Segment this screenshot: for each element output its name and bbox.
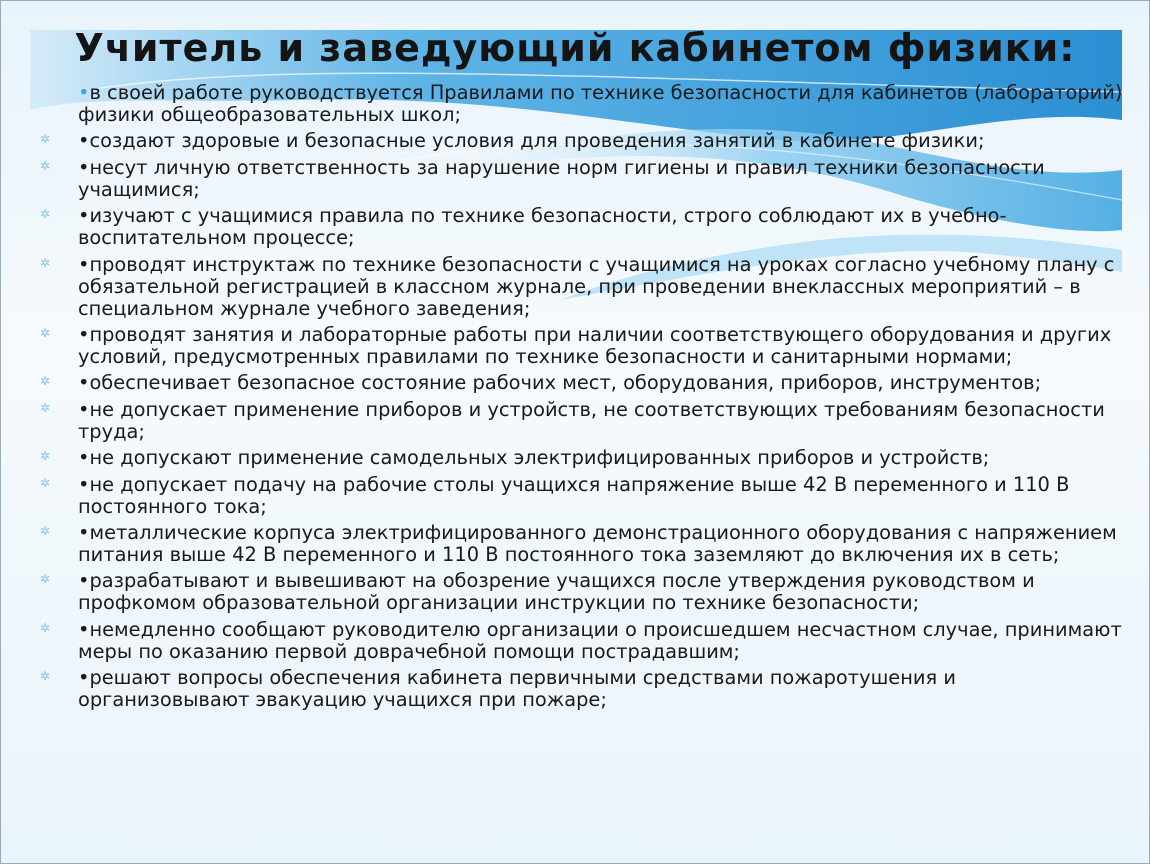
item-text: немедленно сообщают руководителю организации о происшедшем несчастном случае, принимают меры по оказанию первой доврачебной помощи пострадавшим; (78, 617, 1122, 663)
item-text: решают вопросы обеспечения кабинета первичными средствами пожаротушения и организовывают эвакуацию учащихся при пожаре; (78, 666, 956, 712)
list-item (38, 372, 1128, 394)
list-item (38, 130, 1128, 152)
list-item (38, 157, 1128, 201)
item-text: создают здоровые и безопасные условия для проведения занятий в кабинете физики; (89, 129, 985, 153)
slide-title: Учитель и заведующий кабинетом физики: (74, 26, 1076, 70)
list-item (38, 254, 1128, 320)
bullet-dot: • (78, 371, 90, 395)
item-text: не допускают применение самодельных электрифицированных приборов и устройств; (89, 446, 990, 470)
bullet-dot: • (78, 155, 90, 179)
list-item (38, 324, 1128, 368)
list-item (38, 82, 1128, 126)
bullet-dot: • (78, 569, 90, 593)
bullet-list (38, 82, 1128, 715)
item-text: изучают с учащимися правила по технике безопасности, строго соблюдают их в учебно-воспитательном процессе; (78, 204, 1007, 250)
item-text: несут личную ответственность за нарушение норм гигиены и правил техники безопасности учащимися; (78, 155, 1045, 201)
list-item-text (78, 130, 1128, 152)
bullet-dot: • (78, 252, 90, 276)
bullet-dot: • (78, 666, 90, 690)
item-text: проводят инструктаж по технике безопасности с учащимися на уроках согласно учебному плану с обязательной регистрацией в классном журнале, при проведении внеклассных мероприятий – в специальном журнале учебного заведения; (78, 252, 1115, 320)
snowflake-icon: ✲ (40, 132, 51, 147)
bullet-dot: • (78, 472, 90, 496)
list-item (38, 447, 1128, 469)
snowflake-icon: ✲ (40, 158, 51, 173)
list-item-text (78, 522, 1128, 566)
bullet-dot: • (78, 322, 90, 346)
bullet-dot: • (78, 129, 90, 153)
bullet-dot: • (78, 520, 90, 544)
snowflake-icon: ✲ (40, 475, 51, 490)
list-item-text (78, 82, 1128, 126)
item-text: разрабатывают и вывешивают на обозрение учащихся после утверждения руководством и профкомом образовательной организации инструкции по технике безопасности; (78, 569, 1035, 615)
bullet-dot: • (78, 617, 90, 641)
snowflake-icon: ✲ (40, 523, 51, 538)
list-item-text (78, 447, 1128, 469)
snowflake-icon: ✲ (40, 620, 51, 635)
list-item (38, 667, 1128, 711)
item-text: обеспечивает безопасное состояние рабочих мест, оборудования, приборов, инструментов; (89, 371, 1042, 395)
list-item (38, 522, 1128, 566)
snowflake-icon: ✲ (40, 449, 51, 464)
snowflake-icon: ✲ (40, 400, 51, 415)
list-item (38, 474, 1128, 518)
snowflake-icon: ✲ (40, 325, 51, 340)
list-item-text (78, 372, 1128, 394)
bullet-dot: • (78, 446, 90, 470)
item-text: металлические корпуса электрифицированного демонстрационного оборудования с напряжением питания выше 42 В переменного и 110 В постоянного тока заземляют до включения их в сеть; (78, 520, 1117, 566)
list-item-text (78, 205, 1128, 249)
list-item-text (78, 619, 1128, 663)
list-item-text (78, 474, 1128, 518)
list-item (38, 205, 1128, 249)
list-item (38, 619, 1128, 663)
item-text: не допускает применение приборов и устройств, не соответствующих требованиям безопасности труда; (78, 397, 1105, 443)
snowflake-icon: ✲ (40, 669, 51, 684)
item-text: не допускает подачу на рабочие столы учащихся напряжение выше 42 В переменного и 110 В постоянного тока; (78, 472, 1070, 518)
list-item-text (78, 570, 1128, 614)
list-item (38, 570, 1128, 614)
list-item-text (78, 667, 1128, 711)
list-item-text (78, 157, 1128, 201)
list-item-text (78, 324, 1128, 368)
snowflake-icon: ✲ (40, 207, 51, 222)
bullet-dot: • (78, 81, 90, 104)
item-text: проводят занятия и лабораторные работы при наличии соответствующего оборудования и других условий, предусмотренных правилами по технике безопасности и санитарными нормами; (78, 322, 1112, 368)
item-text: в своей работе руководствуется Правилами по технике безопасности для кабинетов (лабораторий) физики общеобразовательных школ; (78, 81, 1123, 126)
snowflake-icon: ✲ (40, 374, 51, 389)
bullet-dot: • (78, 397, 90, 421)
list-item (38, 399, 1128, 443)
snowflake-icon: ✲ (40, 255, 51, 270)
snowflake-icon: ✲ (40, 572, 51, 587)
list-item-text (78, 399, 1128, 443)
bullet-dot: • (78, 204, 90, 228)
list-item-text (78, 254, 1128, 320)
